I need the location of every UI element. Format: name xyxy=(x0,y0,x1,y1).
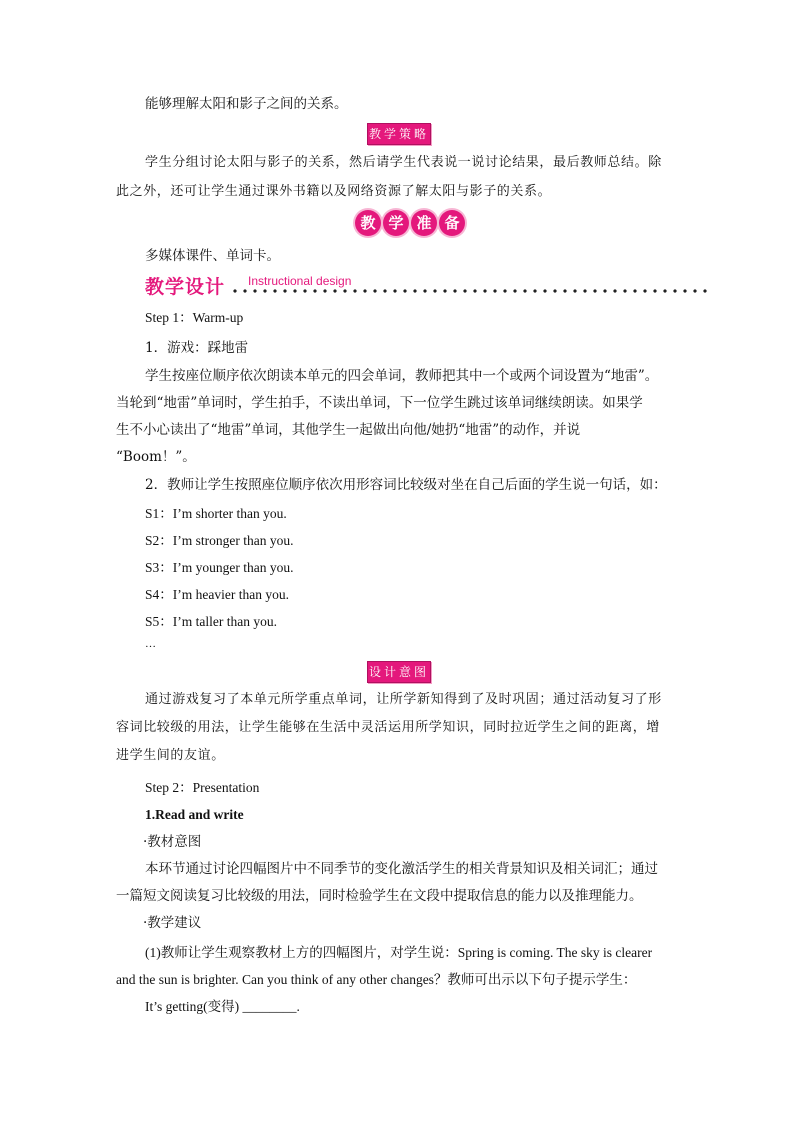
meaning-line-2: 一篇短文阅读复习比较级的用法，同时检验学生在文段中提取信息的能力以及推理能力。 xyxy=(116,888,643,904)
ellipsis: … xyxy=(145,638,156,650)
design-title: 教学设计 xyxy=(145,276,226,298)
meaning-label: ·教材意图 xyxy=(143,834,202,850)
game-title: 1．游戏：踩地雷 xyxy=(145,340,249,356)
item-2: 2．教师让学生按照座位顺序依次用形容词比较级对坐在自己后面的学生说一句话，如： xyxy=(145,477,667,493)
game-para-line-4: “Boom！”。 xyxy=(116,449,196,465)
intent-line-3: 进学生间的友谊。 xyxy=(116,748,225,763)
strategy-badge: 教学策略 xyxy=(367,123,431,145)
game-para-line-2: 当轮到“地雷”单词时，学生拍手，不读出单词，下一位学生跳过该单词继续朗读。如果学 xyxy=(116,395,643,411)
sentence-s2: S2：I’m stronger than you. xyxy=(145,533,294,548)
intent-line-1: 通过游戏复习了本单元所学重点单词，让所学新知得到了及时巩固；通过活动复习了形 xyxy=(145,692,662,707)
preparation-char: 教 xyxy=(355,210,381,236)
advice-line-1: (1)教师让学生观察教材上方的四幅图片，对学生说：Spring is coming. The sky is clearer xyxy=(145,945,653,960)
sentence-s1: S1：I’m shorter than you. xyxy=(145,506,287,521)
strategy-line-2: 此之外，还可让学生通过课外书籍以及网络资源了解太阳与影子的关系。 xyxy=(116,184,552,199)
preparation-text: 多媒体课件、单词卡。 xyxy=(145,248,280,264)
intent-line-2: 容词比较级的用法，让学生能够在生活中灵活运用所学知识，同时拉近学生之间的距离，增 xyxy=(116,720,661,735)
intent-badge: 设计意图 xyxy=(367,661,431,683)
advice-label: ·教学建议 xyxy=(143,915,202,931)
preparation-heading xyxy=(355,210,465,236)
sentence-s4: S4：I’m heavier than you. xyxy=(145,587,289,602)
preparation-char: 准 xyxy=(411,210,437,236)
preparation-char: 学 xyxy=(383,210,409,236)
game-para-line-3: 生不小心读出了“地雷”单词，其他学生一起做出向他/她扔“地雷”的动作，并说 xyxy=(116,422,581,438)
sentence-s5: S5：I’m taller than you. xyxy=(145,614,277,629)
intro-line: 能够理解太阳和影子之间的关系。 xyxy=(145,96,348,112)
dotted-divider xyxy=(230,289,710,293)
game-para-line-1: 学生按座位顺序依次朗读本单元的四会单词，教师把其中一个或两个词设置为“地雷”。 xyxy=(145,368,659,384)
section-read-write: 1.Read and write xyxy=(145,807,244,822)
step1-title: Step 1：Warm-up xyxy=(145,310,244,325)
meaning-line-1: 本环节通过讨论四幅图片中不同季节的变化激活学生的相关背景知识及相关词汇；通过 xyxy=(145,861,658,877)
advice-line-2: and the sun is brighter. Can you think of any other changes？教师可出示以下句子提示学生： xyxy=(116,972,637,987)
sentence-s3: S3：I’m younger than you. xyxy=(145,560,294,575)
step2-title: Step 2：Presentation xyxy=(145,780,260,795)
strategy-line-1: 学生分组讨论太阳与影子的关系，然后请学生代表说一说讨论结果，最后教师总结。除 xyxy=(145,155,662,170)
advice-line-3: It’s getting(变得) ________. xyxy=(145,999,300,1014)
design-subtitle: Instructional design xyxy=(248,274,352,288)
preparation-char: 备 xyxy=(439,210,465,236)
